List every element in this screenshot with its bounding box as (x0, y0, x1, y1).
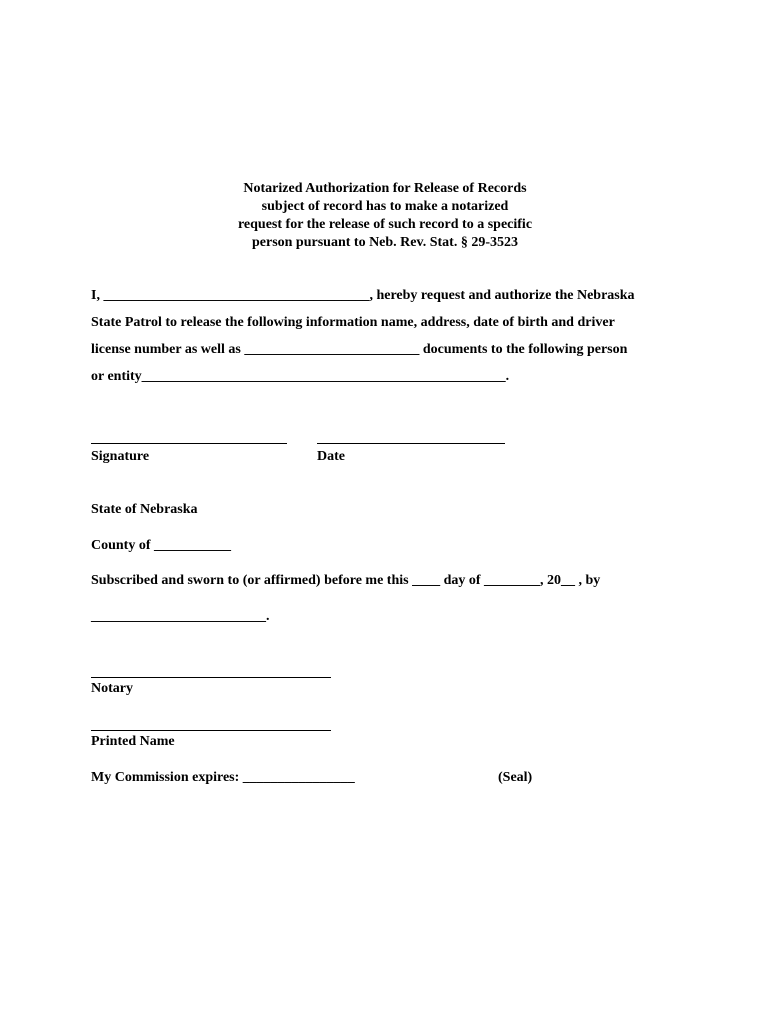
notary-label: Notary (91, 681, 133, 696)
county-line: County of ___________ (91, 538, 232, 553)
printed-name-label: Printed Name (91, 734, 175, 749)
date-label: Date (317, 449, 345, 464)
notary-signature-line (91, 677, 331, 678)
title-line-4: person pursuant to Neb. Rev. Stat. § 29-3523 (251, 235, 518, 250)
body-line-3: license number as well as _________________________ documents to the following person (91, 342, 628, 357)
signature-line (91, 443, 287, 444)
body-line-1: I, ______________________________________, hereby request and authorize the Nebraska (91, 288, 635, 303)
printed-name-line (91, 730, 331, 731)
commission-line: My Commission expires: ________________ (91, 770, 355, 785)
body-line-4: or entity____________________________________________________. (91, 369, 510, 384)
subscribed-line: Subscribed and sworn to (or affirmed) before me this ____ day of ________, 20__ , by (91, 573, 601, 588)
date-line (317, 443, 505, 444)
name-blank-line: _________________________. (91, 609, 270, 624)
document-title (0, 180, 770, 252)
signature-label: Signature (91, 449, 150, 464)
state-line: State of Nebraska (91, 502, 198, 517)
title-line-3: request for the release of such record to a specific (237, 217, 533, 232)
body-line-2: State Patrol to release the following information name, address, date of birth and driver (91, 315, 615, 330)
seal-label: (Seal) (498, 770, 533, 785)
title-line-1: Notarized Authorization for Release of Records (243, 181, 527, 196)
title-line-2: subject of record has to make a notarized (261, 199, 509, 214)
